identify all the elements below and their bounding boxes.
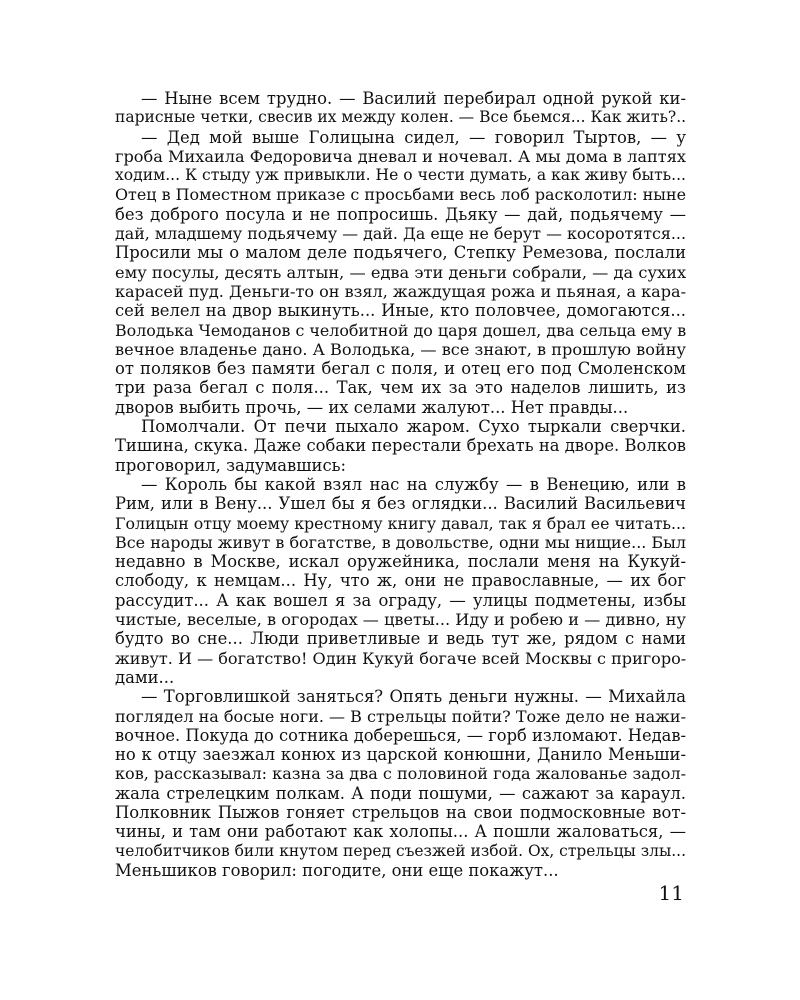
text-line: Полковник Пыжов гоняет стрельцов на свои подмосковные вот- — [115, 802, 686, 822]
text-line: дай, младшему подьячему — дай. Да еще не берут — косоротятся... — [115, 224, 686, 244]
text-line: Просили мы о малом деле подьячего, Степку Ремезова, послали — [115, 243, 686, 263]
text-line: без доброго посула и не попросишь. Дьяку — дай, подьячему — — [115, 204, 686, 224]
text-line: Помолчали. От печи пыхало жаром. Сухо тыркали сверчки. — [141, 417, 686, 437]
text-line: ходим... К стыду уж привыкли. Не о чести думать, а как живу быть... — [115, 166, 686, 185]
text-line: вочное. Покуда до сотника доберешься, — горб изломают. Недав- — [115, 725, 686, 745]
text-line: — Торговлишкой заняться? Опять деньги нужны. — Михайла — [141, 687, 686, 707]
body-text — [115, 89, 686, 880]
text-line: — Король бы какой взял нас на службу — в Венецию, или в — [141, 474, 686, 494]
text-line: рассудит... А как вошел я за ограду, — улицы подметены, избы — [115, 590, 686, 610]
text-line: проговорил, задумавшись: — [115, 455, 347, 475]
text-line: Тишина, скука. Даже собаки перестали брехать на дворе. Волков — [115, 436, 686, 456]
text-line: парисные четки, свесив их между колен. — Все бьемся... Как жить?.. — [115, 108, 687, 127]
text-line: карасей пуд. Деньги-то он взял, жаждущая рожа и пьяная, а кара- — [115, 281, 686, 301]
text-line: поглядел на босые ноги. — В стрельцы пойти? Тоже дело не нажи- — [115, 706, 686, 726]
text-line: — Дед мой выше Голицына сидел, — говорил Тыртов, — у — [141, 127, 686, 147]
text-line: слободу, к немцам... Ну, что ж, они не православные, — их бог — [115, 571, 686, 591]
text-line: будто во сне... Люди приветливые и ведь тут же, рядом с нами — [115, 629, 686, 649]
text-line: Меньшиков говорил: погодите, они еще покажут... — [115, 860, 559, 880]
text-line: челобитчиков били кнутом перед съезжей избой. Ох, стрельцы злы... — [115, 841, 686, 860]
text-line: чины, и там они работают как холопы... А пошли жаловаться, — — [115, 822, 686, 842]
text-line: Голицын отцу моему крестному книгу давал, так я брал ее читать... — [115, 513, 686, 533]
text-line: но к отцу заезжал конюх из царской конюшни, Данило Меньши- — [115, 745, 686, 765]
text-line: — Ныне всем трудно. — Василий перебирал одной рукой ки- — [141, 89, 686, 108]
text-line: недавно в Москве, искал оружейника, послали меня на Кукуй- — [115, 552, 686, 572]
text-line: три раза бегал с поля... Так, чем их за это наделов лишить, из — [115, 378, 686, 398]
text-line: Рим, или в Вену... Ушел бы я без оглядки... Василий Васильевич — [115, 494, 686, 514]
text-line: жала стрелецким полкам. А поди пошуми, — сажают за караул. — [115, 783, 686, 803]
text-line: Отец в Поместном приказе с просьбами весь лоб расколотил: ныне — [115, 185, 686, 205]
text-line: живут. И — богатство! Один Кукуй богаче всей Москвы с пригоро- — [115, 648, 687, 668]
page-number: 11 — [658, 881, 684, 905]
text-line: вечное владенье дано. А Володька, — все знают, в прошлую войну — [115, 339, 686, 359]
text-line: ков, рассказывал: казна за два с половиной года жалованье задол- — [115, 764, 686, 784]
text-line: Все народы живут в богатстве, в довольстве, одни мы нищие... Был — [115, 532, 686, 552]
text-line: гроба Михаила Федоровича дневал и ночевал. А мы дома в лаптях — [115, 146, 686, 166]
text-line: ему посулы, десять алтын, — едва эти деньги собрали, — да сухих — [115, 262, 687, 282]
text-line: сей велел на двор выкинуть... Иные, кто половчее, домогаются... — [115, 301, 686, 321]
text-line: от поляков без памяти бегал с поля, и отец его под Смоленском — [115, 359, 686, 379]
text-line: Володька Чемоданов с челобитной до царя дошел, два сельца ему в — [115, 320, 687, 340]
text-line: чистые, веселые, в огородах — цветы... Иду и робею и — дивно, ну — [115, 610, 686, 630]
text-line: дворов выбить прочь, — их селами жалуют... Нет правды... — [115, 397, 629, 417]
text-line: дами... — [115, 667, 175, 687]
